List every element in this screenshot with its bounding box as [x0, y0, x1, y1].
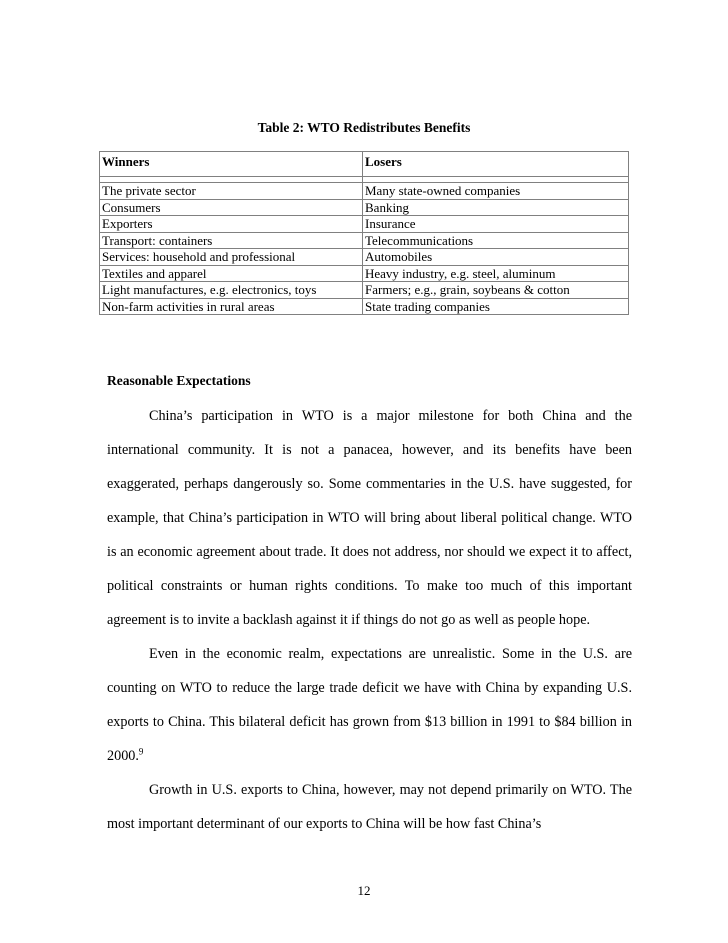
loser-cell: Farmers; e.g., grain, soybeans & cotton: [363, 282, 629, 299]
winner-cell: Textiles and apparel: [100, 265, 363, 282]
table-header-row: [100, 152, 629, 177]
winner-cell: Services: household and professional: [100, 249, 363, 266]
winner-cell: Consumers: [100, 199, 363, 216]
table-row: [100, 298, 629, 315]
table-row: [100, 199, 629, 216]
footnote-reference: 9: [138, 746, 144, 757]
winner-cell: The private sector: [100, 183, 363, 200]
loser-cell: Heavy industry, e.g. steel, aluminum: [363, 265, 629, 282]
table-row: [100, 265, 629, 282]
table-row: [100, 216, 629, 233]
paragraph: China’s participation in WTO is a major milestone for both China and the international community. It is not a panacea, however, and its benefits have been exaggerated, perhaps dangerously so. Some commentaries in the U.S. have suggested, for example, that China’s participation in WTO will bring about liberal political change. WTO is an economic agreement about trade. It does not address, nor should we expect it to affect, political constraints or human rights conditions. To make too much of this important agreement is to invite a backlash against it if things do not go as well as people hope.: [107, 408, 632, 628]
paragraph: Growth in U.S. exports to China, however, may not depend primarily on WTO. The most important determinant of our exports to China will be how fast China’s: [107, 782, 632, 832]
winners-losers-table: [99, 151, 629, 315]
paragraph-text: Even in the economic realm, expectations are unrealistic. Some in the U.S. are counting on WTO to reduce the large trade deficit we have with China by expanding U.S. exports to China. This bilateral deficit has grown from $13 billion in 1991 to $84 billion in 2000.: [107, 646, 632, 764]
table-title: Table 2: WTO Redistributes Benefits: [257, 120, 471, 135]
table-row: [100, 183, 629, 200]
winner-cell: Exporters: [100, 216, 363, 233]
loser-cell: Many state-owned companies: [363, 183, 629, 200]
winner-cell: Transport: containers: [100, 232, 363, 249]
loser-cell: State trading companies: [363, 298, 629, 315]
loser-cell: Insurance: [363, 216, 629, 233]
winner-cell: Light manufactures, e.g. electronics, toys: [100, 282, 363, 299]
loser-cell: Automobiles: [363, 249, 629, 266]
body-text: [107, 399, 632, 841]
loser-cell: Telecommunications: [363, 232, 629, 249]
header-winners: Winners: [100, 152, 363, 177]
winner-cell: Non-farm activities in rural areas: [100, 298, 363, 315]
loser-cell: Banking: [363, 199, 629, 216]
paragraph: [107, 637, 632, 773]
table-row: [100, 282, 629, 299]
page-number: 12: [357, 883, 371, 898]
section-heading: Reasonable Expectations: [107, 373, 251, 388]
header-losers: Losers: [363, 152, 629, 177]
table-row: [100, 249, 629, 266]
table-row: [100, 232, 629, 249]
